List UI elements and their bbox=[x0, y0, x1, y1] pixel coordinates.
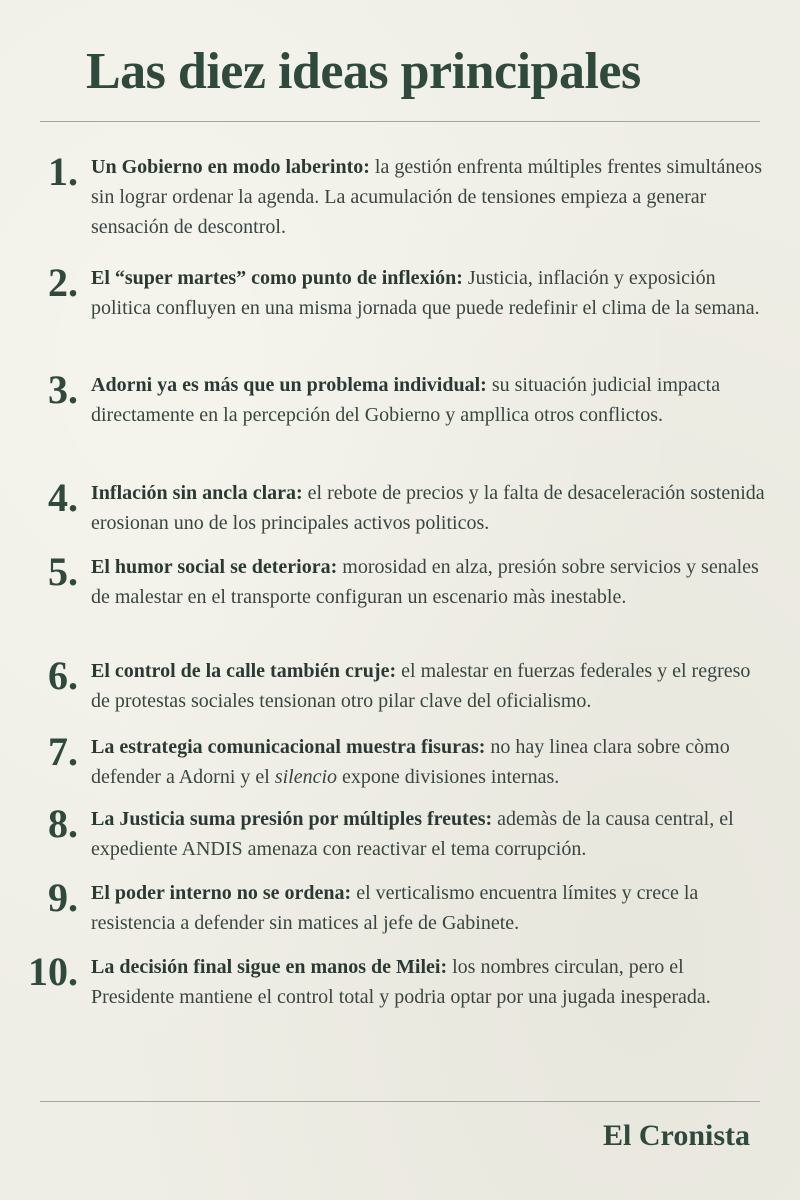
item-body: morosidad en alza, presión sobre servicios y senales de malestar en el transporte configuran un escenario màs inestable. bbox=[91, 556, 759, 608]
item-heading: La Justicia suma presión por múltiples freutes: bbox=[91, 808, 493, 830]
item-heading: El poder interno no se ordena: bbox=[91, 882, 352, 904]
item-body: su situación judicial impacta directamente en la percepción del Gobierno y ampllica otros conflictos. bbox=[91, 374, 721, 426]
item-number: 1. bbox=[48, 149, 78, 194]
item-number: 2. bbox=[48, 260, 78, 305]
item-heading: El control de la calle también cruje: bbox=[91, 660, 397, 682]
item-text bbox=[91, 478, 771, 538]
item-heading: La estrategia comunicacional muestra fisuras: bbox=[91, 736, 486, 758]
bottom-divider bbox=[40, 1101, 760, 1102]
item-number: 9. bbox=[48, 875, 78, 920]
item-number: 10. bbox=[28, 949, 78, 994]
top-divider bbox=[40, 121, 760, 122]
item-body: la gestión enfrenta múltiples frentes simultáneos sin lograr ordenar la agenda. La acumulación de tensiones empieza a generar sensación de descontrol. bbox=[91, 156, 763, 238]
item-body: el rebote de precios y la falta de desaceleración sostenida erosionan uno de los principales activos politicos. bbox=[91, 482, 765, 534]
item-text bbox=[91, 952, 771, 1012]
item-text bbox=[91, 878, 771, 938]
item-number: 3. bbox=[48, 367, 78, 412]
item-body-end: expone divisiones internas. bbox=[337, 766, 560, 788]
item-text bbox=[91, 552, 771, 612]
brand-logo: El Cronista bbox=[603, 1119, 750, 1152]
item-body: Justicia, inflación y exposición politica confluyen en una misma jornada que puede redefinir el clima de la semana. bbox=[91, 267, 760, 319]
item-heading: Adorni ya es más que un problema individual: bbox=[91, 374, 487, 396]
item-number: 6. bbox=[48, 653, 78, 698]
item-number: 4. bbox=[48, 475, 78, 520]
item-heading: Inflación sin ancla clara: bbox=[91, 482, 303, 504]
item-body: el malestar en fuerzas federales y el regreso de protestas sociales tensionan otro pilar clave del oficialismo. bbox=[91, 660, 751, 712]
item-text bbox=[91, 732, 771, 792]
item-text bbox=[91, 656, 771, 716]
item-body: no hay linea clara sobre còmo defender a Adorni y el bbox=[91, 736, 730, 788]
item-text bbox=[91, 263, 771, 323]
item-heading: El “super martes” como punto de inflexión: bbox=[91, 267, 463, 289]
item-heading: Un Gobierno en modo laberinto: bbox=[91, 156, 370, 178]
item-body-emphasis: silencio bbox=[274, 766, 338, 788]
page-title: Las diez ideas principales bbox=[86, 43, 641, 100]
item-body: los nombres circulan, pero el Presidente mantiene el control total y podria optar por una jugada inesperada. bbox=[91, 956, 711, 1008]
item-number: 8. bbox=[48, 801, 78, 846]
item-text bbox=[91, 152, 771, 242]
item-number: 5. bbox=[48, 549, 78, 594]
item-text bbox=[91, 370, 771, 430]
item-heading: La decisión final sigue en manos de Milei: bbox=[91, 956, 448, 978]
item-number: 7. bbox=[48, 729, 78, 774]
item-heading: El humor social se deteriora: bbox=[91, 556, 338, 578]
item-body: el verticalismo encuentra límites y crece la resistencia a defender sin matices al jefe de Gabinete. bbox=[91, 882, 699, 934]
item-text bbox=[91, 804, 771, 864]
item-body: ademàs de la causa central, el expediente ANDIS amenaza con reactivar el tema corrupción. bbox=[91, 808, 734, 860]
